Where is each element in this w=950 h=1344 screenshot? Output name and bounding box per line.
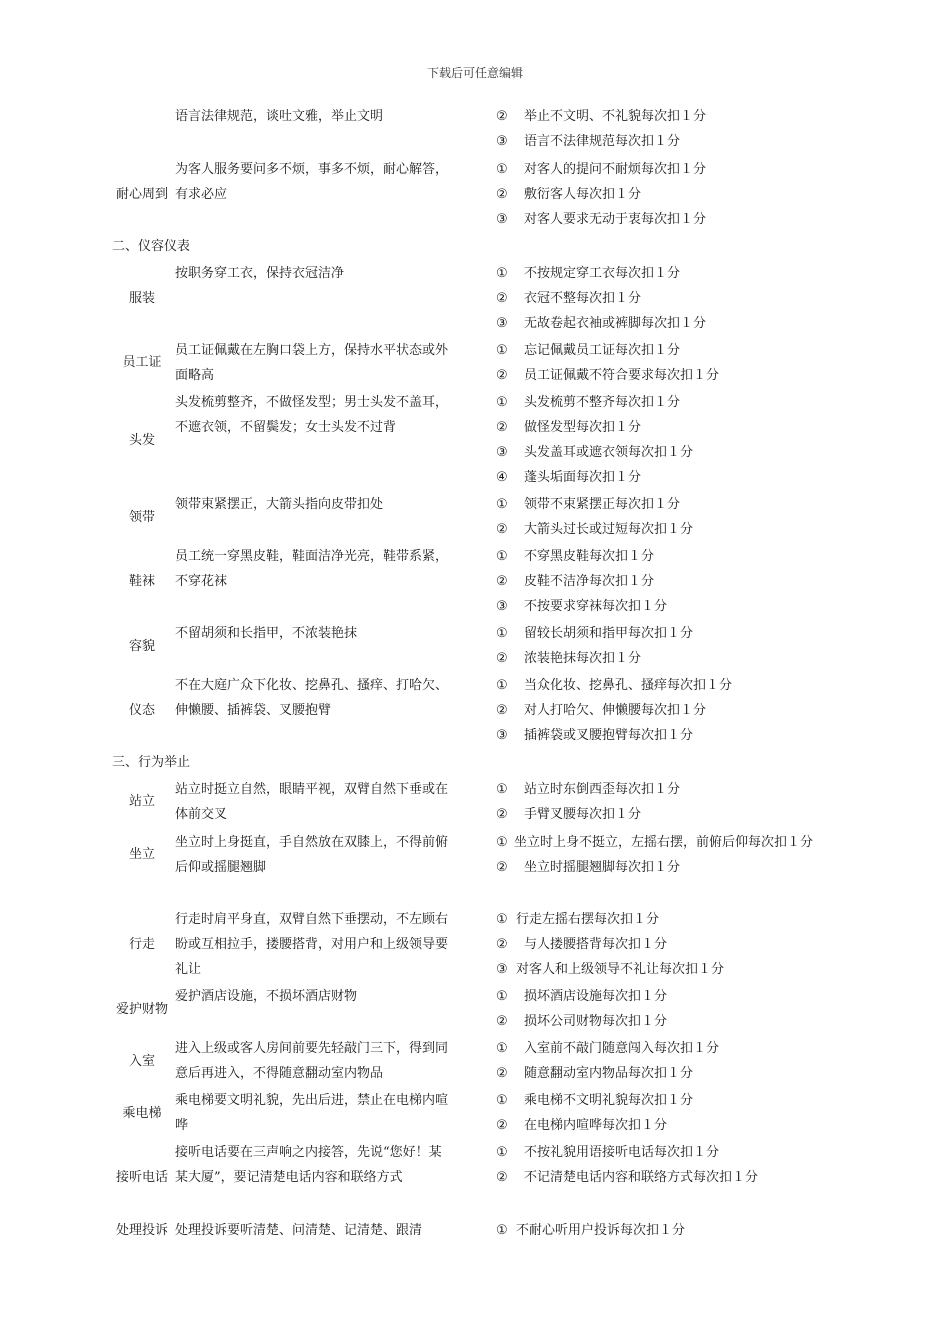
rule-standard: 处理投诉要听清楚、问清楚、记清楚、跟清	[175, 1223, 423, 1238]
penalty-item: ① 行走左摇右摆每次扣１分	[496, 912, 660, 927]
rule-category: 接听电话	[115, 1170, 168, 1185]
penalty-item: ② 皮鞋不洁净每次扣１分	[496, 574, 655, 589]
rule-standard: 不留胡须和长指甲，不浓装艳抹	[175, 626, 358, 641]
penalty-item: ③ 无故卷起衣袖或裤脚每次扣１分	[496, 316, 707, 331]
rule-standard: 行走时肩平身直，双臂自然下垂摆动，不左顾右盼或互相拉手，搂腰搭背，对用户和上级领导要礼让	[175, 912, 449, 977]
penalty-item: ③ 不按要求穿袜每次扣１分	[496, 599, 668, 614]
rule-category: 入室	[128, 1054, 155, 1069]
rule-category: 耐心周到	[115, 187, 168, 202]
penalty-item: ① 站立时东倒西歪每次扣１分	[496, 782, 681, 797]
rule-standard: 为客人服务要问多不烦，事多不烦，耐心解答，有求必应	[175, 162, 449, 202]
penalty-item: ② 敷衍客人每次扣１分	[496, 187, 642, 202]
penalty-list	[496, 1140, 836, 1190]
rule-standard: 领带束紧摆正，大箭头指向皮带扣处	[175, 497, 384, 512]
penalty-item: ② 举止不文明、不礼貌每次扣１分	[496, 109, 707, 124]
rule-standard: 员工统一穿黑皮鞋，鞋面洁净光亮，鞋带系紧，不穿花袜	[175, 549, 449, 589]
penalty-item: ① 不耐心听用户投诉每次扣１分	[496, 1223, 686, 1238]
penalty-list	[496, 104, 836, 154]
penalty-item: ② 与人搂腰搭背每次扣１分	[496, 937, 668, 952]
rule-category: 鞋袜	[128, 574, 155, 589]
rule-standard: 坐立时上身挺直，手自然放在双膝上，不得前俯后仰或摇腿翘脚	[175, 835, 449, 875]
penalty-item: ② 手臂叉腰每次扣１分	[496, 807, 642, 822]
penalty-list	[496, 492, 836, 542]
penalty-list	[496, 1036, 836, 1086]
rule-category: 行走	[128, 937, 155, 952]
rule-category: 员工证	[122, 355, 162, 370]
penalty-list	[496, 544, 836, 619]
rule-category: 爱护财物	[115, 1002, 168, 1017]
rule-category: 站立	[128, 794, 155, 809]
penalty-item: ③ 语言不法律规范每次扣１分	[496, 134, 681, 149]
penalty-item: ① 留较长胡须和指甲每次扣１分	[496, 626, 694, 641]
page-header: 下载后可任意编辑	[426, 66, 523, 80]
penalty-list	[496, 1218, 836, 1243]
penalty-item: ② 在电梯内喧哗每次扣１分	[496, 1118, 668, 1133]
penalty-list	[496, 157, 836, 232]
penalty-item: ④ 蓬头垢面每次扣１分	[496, 470, 642, 485]
rule-standard: 按职务穿工衣，保持衣冠洁净	[175, 266, 345, 281]
rule-standard: 进入上级或客人房间前要先轻敲门三下，得到同意后再进入，不得随意翻动室内物品	[175, 1041, 449, 1081]
rule-standard: 爱护酒店设施，不损坏酒店财物	[175, 989, 358, 1004]
rule-standard: 语言法律规范，谈吐文雅，举止文明	[175, 109, 384, 124]
penalty-item: ① 不穿黑皮鞋每次扣１分	[496, 549, 655, 564]
penalty-item: ① 头发梳剪不整齐每次扣１分	[496, 395, 681, 410]
penalty-list	[496, 621, 836, 671]
penalty-item: ① 不按礼貌用语接听电话每次扣１分	[496, 1145, 720, 1160]
section-title: 三、行为举止	[112, 755, 191, 770]
penalty-item: ① 损坏酒店设施每次扣１分	[496, 989, 668, 1004]
penalty-list	[496, 830, 836, 880]
rule-standard: 员工证佩戴在左胸口袋上方，保持水平状态或外面略高	[175, 343, 449, 383]
penalty-item: ① 入室前不敲门随意闯入每次扣１分	[496, 1041, 720, 1056]
rule-standard: 接听电话要在三声响之内接答，先说“您好！某某大厦”，要记清楚电话内容和联络方式	[175, 1145, 442, 1185]
penalty-item: ① 对客人的提问不耐烦每次扣１分	[496, 162, 707, 177]
rule-category: 处理投诉	[115, 1223, 168, 1238]
penalty-list	[496, 261, 836, 336]
penalty-item: ② 做怪发型每次扣１分	[496, 420, 642, 435]
penalty-list	[496, 777, 836, 827]
penalty-item: ② 衣冠不整每次扣１分	[496, 291, 642, 306]
penalty-item: ② 浓装艳抹每次扣１分	[496, 651, 642, 666]
penalty-list	[496, 1088, 836, 1138]
rule-category: 服装	[128, 291, 155, 306]
rule-category: 头发	[128, 433, 155, 448]
penalty-item: ① 不按规定穿工衣每次扣１分	[496, 266, 681, 281]
penalty-item: ② 损坏公司财物每次扣１分	[496, 1014, 668, 1029]
rule-category: 容貌	[128, 639, 155, 654]
rule-category: 乘电梯	[122, 1106, 162, 1121]
penalty-item: ② 员工证佩戴不符合要求每次扣１分	[496, 368, 720, 383]
penalty-item: ② 随意翻动室内物品每次扣１分	[496, 1066, 694, 1081]
rule-category: 领带	[128, 510, 155, 525]
penalty-item: ① 坐立时上身不挺立，左摇右摆，前俯后仰每次扣１分	[496, 835, 814, 850]
penalty-list	[496, 984, 836, 1034]
penalty-item: ② 坐立时摇腿翘脚每次扣１分	[496, 860, 681, 875]
rule-category: 仪态	[128, 703, 155, 718]
section-title: 二、仪容仪表	[112, 239, 191, 254]
rule-standard: 不在大庭广众下化妆、挖鼻孔、搔痒、打哈欠、伸懒腰、插裤袋、叉腰抱臂	[175, 678, 449, 718]
penalty-item: ② 大箭头过长或过短每次扣１分	[496, 522, 694, 537]
penalty-item: ③ 插裤袋或叉腰抱臂每次扣１分	[496, 728, 694, 743]
penalty-item: ① 当众化妆、挖鼻孔、搔痒每次扣１分	[496, 678, 733, 693]
penalty-item: ③ 对客人要求无动于衷每次扣１分	[496, 212, 707, 227]
penalty-item: ① 领带不束紧摆正每次扣１分	[496, 497, 681, 512]
penalty-item: ① 忘记佩戴员工证每次扣１分	[496, 343, 681, 358]
rule-standard: 乘电梯要文明礼貌，先出后进，禁止在电梯内喧哗	[175, 1093, 449, 1133]
rule-standard: 站立时挺立自然，眼睛平视，双臂自然下垂或在体前交叉	[175, 782, 449, 822]
rule-standard: 头发梳剪整齐，不做怪发型；男士头发不盖耳，不遮衣领，不留鬓发；女士头发不过背	[175, 395, 449, 435]
penalty-list	[496, 673, 836, 748]
penalty-list	[496, 338, 836, 388]
penalty-item: ② 不记清楚电话内容和联络方式每次扣１分	[496, 1170, 759, 1185]
penalty-item: ③ 头发盖耳或遮衣领每次扣１分	[496, 445, 694, 460]
penalty-item: ② 对人打哈欠、伸懒腰每次扣１分	[496, 703, 707, 718]
penalty-list	[496, 907, 836, 982]
rule-category: 坐立	[128, 847, 155, 862]
penalty-item: ③ 对客人和上级领导不礼让每次扣１分	[496, 962, 725, 977]
penalty-item: ① 乘电梯不文明礼貌每次扣１分	[496, 1093, 694, 1108]
penalty-list	[496, 390, 836, 490]
